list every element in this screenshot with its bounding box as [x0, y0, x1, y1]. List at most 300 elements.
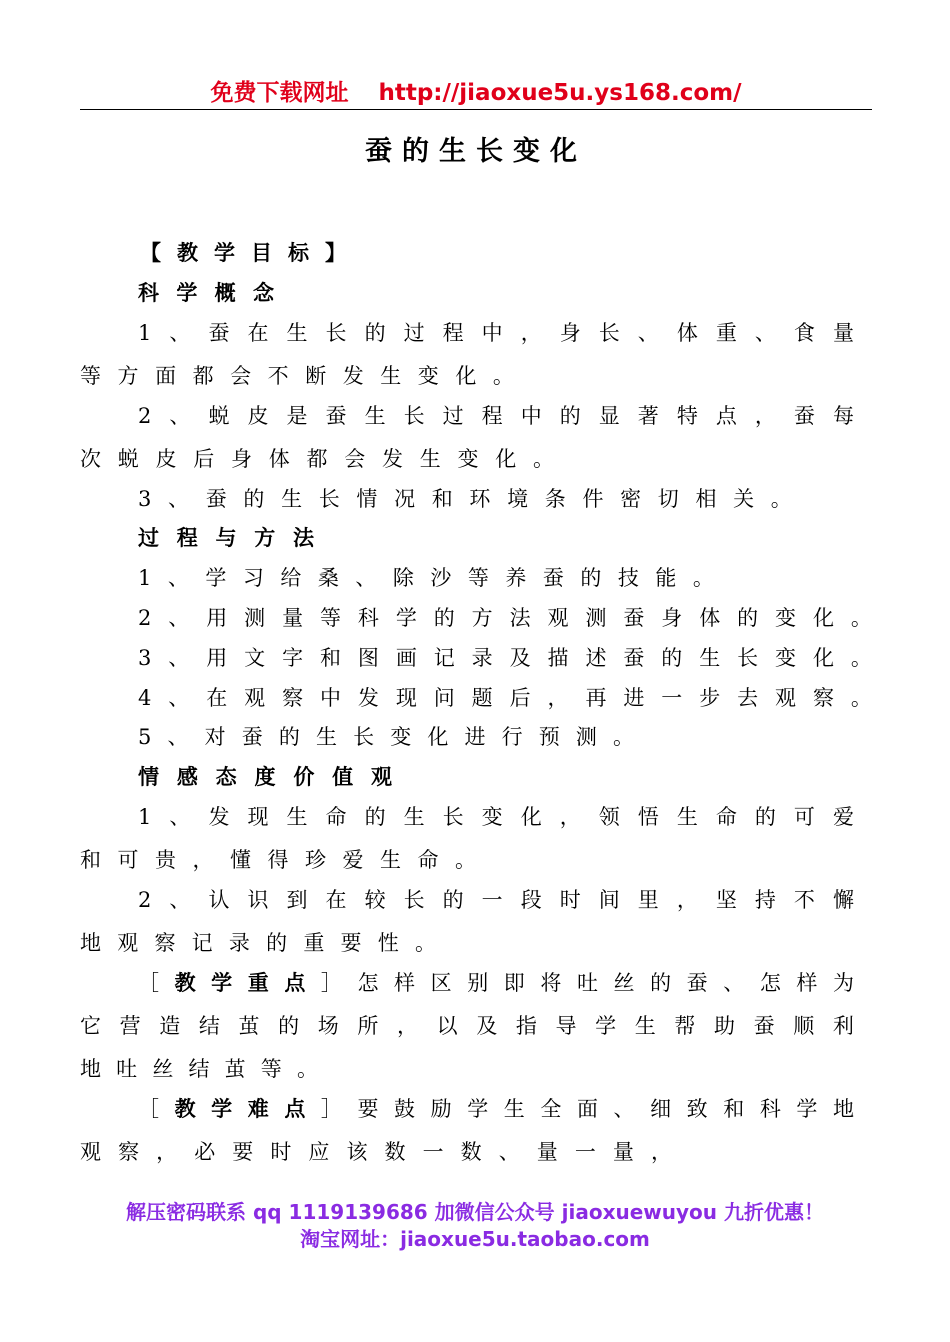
char: 的	[278, 1014, 300, 1038]
char: 丝	[613, 971, 635, 995]
char: 不	[267, 364, 289, 388]
char: 等	[260, 1057, 282, 1081]
char: ，	[650, 1140, 672, 1164]
char: 】	[325, 240, 346, 265]
char: 对	[204, 725, 226, 749]
char: 结	[188, 1057, 210, 1081]
char: 次	[80, 447, 101, 471]
char: 化	[455, 364, 477, 388]
char: 相	[695, 487, 717, 511]
char: 记	[433, 646, 455, 670]
subheading-process-method	[138, 522, 314, 554]
char: 2	[138, 606, 152, 630]
char: 。	[492, 364, 514, 388]
char: 该	[346, 1140, 368, 1164]
char: 述	[585, 646, 607, 670]
char: 蜕	[117, 447, 139, 471]
char: 食	[793, 321, 815, 345]
char: 化	[812, 606, 834, 630]
char: 在	[325, 888, 347, 912]
key-point-line	[138, 967, 854, 999]
char: 。	[533, 447, 554, 471]
char: 显	[598, 404, 620, 428]
char: 茧	[238, 1014, 260, 1038]
char: 图	[357, 646, 379, 670]
char: 蚕	[205, 487, 227, 511]
paragraph-line	[80, 1136, 672, 1168]
char: 怎	[759, 971, 781, 995]
char: 程	[481, 404, 503, 428]
char: 长	[403, 888, 425, 912]
char: 的	[559, 404, 581, 428]
char: 要	[357, 1097, 379, 1121]
char: 科	[138, 280, 159, 305]
char: 习	[242, 566, 264, 590]
char: 法	[293, 525, 314, 550]
char: 将	[540, 971, 562, 995]
char: ］	[320, 1097, 342, 1121]
char: 生	[316, 725, 337, 749]
char: 认	[208, 888, 230, 912]
char: 中	[520, 404, 542, 428]
char: 为	[832, 971, 854, 995]
char: 长	[737, 646, 759, 670]
char: 它	[80, 1014, 101, 1038]
char: 技	[617, 566, 639, 590]
char: 教	[174, 1096, 196, 1121]
char: 较	[364, 888, 386, 912]
paragraph-line	[80, 443, 554, 475]
char: 学	[205, 566, 227, 590]
char: 感	[176, 764, 198, 789]
char: 怎	[357, 971, 379, 995]
char: 的	[754, 805, 776, 829]
char: 必	[194, 1140, 216, 1164]
char: 茧	[224, 1057, 246, 1081]
char: 进	[623, 686, 645, 710]
char: 的	[737, 606, 759, 630]
char: 吐	[576, 971, 598, 995]
char: 、	[613, 1097, 635, 1121]
char: 要	[340, 931, 362, 955]
char: 以	[436, 1014, 458, 1038]
char: 察	[154, 931, 176, 955]
char: 变	[775, 646, 797, 670]
char: 。	[770, 487, 792, 511]
char: 的	[580, 566, 602, 590]
char: 发	[208, 805, 230, 829]
char: 量	[536, 1140, 558, 1164]
char: 教	[174, 970, 196, 995]
char: 长	[318, 487, 340, 511]
char: 蚕	[753, 1014, 775, 1038]
footer-contact: 解压密码联系 qq 1119139686 加微信公众号 jiaoxuewuyou 九折优惠！	[126, 1200, 824, 1224]
char: 生	[286, 321, 308, 345]
char: 桑	[317, 566, 339, 590]
char: 爱	[342, 848, 364, 872]
char: 关	[733, 487, 755, 511]
char: 场	[317, 1014, 339, 1038]
char: 及	[509, 646, 531, 670]
char: 预	[538, 725, 560, 749]
char: 况	[394, 487, 416, 511]
char: 沙	[430, 566, 452, 590]
char: 蚕	[208, 321, 230, 345]
char: 都	[306, 447, 328, 471]
char: 结	[198, 1014, 220, 1038]
char: 营	[119, 1014, 141, 1038]
char: 每	[832, 404, 854, 428]
char: 的	[442, 888, 464, 912]
char: 的	[266, 931, 288, 955]
char: 和	[723, 1097, 745, 1121]
char: 懈	[832, 888, 854, 912]
char: 学	[796, 1097, 818, 1121]
char: 帮	[674, 1014, 696, 1038]
char: 发	[382, 447, 403, 471]
char: 等	[319, 606, 341, 630]
char: 描	[547, 646, 569, 670]
char: 蚕	[542, 566, 564, 590]
char: 地	[832, 1097, 854, 1121]
char: 地	[80, 931, 101, 955]
char: 。	[692, 566, 714, 590]
char: 样	[394, 971, 416, 995]
char: ，	[156, 1140, 178, 1164]
char: 量	[612, 1140, 634, 1164]
char: 生	[364, 404, 386, 428]
paragraph-line	[80, 844, 476, 876]
char: 和	[319, 646, 341, 670]
char: 生	[380, 848, 401, 872]
char: 应	[308, 1140, 330, 1164]
char: 后	[509, 686, 531, 710]
char: 领	[598, 805, 620, 829]
char: 字	[282, 646, 304, 670]
char: 进	[464, 725, 486, 749]
char: 境	[507, 487, 529, 511]
char: 蚕	[793, 404, 815, 428]
char: 鼓	[394, 1097, 416, 1121]
char: 学	[211, 1096, 233, 1121]
char: 3	[138, 646, 152, 670]
char: ，	[520, 321, 542, 345]
subheading-science-concept	[138, 277, 274, 309]
char: 除	[392, 566, 414, 590]
char: 生	[380, 364, 402, 388]
char: 学	[395, 606, 417, 630]
char: 可	[117, 848, 139, 872]
char: 的	[243, 487, 265, 511]
char: 1	[138, 321, 152, 345]
char: 密	[620, 487, 642, 511]
char: 重	[303, 931, 325, 955]
char: 样	[796, 971, 818, 995]
char: 贵	[155, 848, 176, 872]
char: 致	[686, 1097, 708, 1121]
char: 、	[167, 725, 189, 749]
char: 懂	[230, 848, 251, 872]
char: 别	[467, 971, 489, 995]
char: 过	[442, 404, 464, 428]
char: 、	[169, 321, 191, 345]
char: 都	[192, 364, 214, 388]
char: 身	[231, 447, 252, 471]
char: ，	[547, 686, 569, 710]
char: 观	[80, 1140, 101, 1164]
char: 身	[661, 606, 683, 630]
char: 、	[723, 971, 745, 995]
char: 的	[364, 805, 386, 829]
char: 蚕	[241, 725, 263, 749]
char: 难	[247, 1096, 269, 1121]
char: 程	[442, 321, 464, 345]
char: 5	[138, 725, 152, 749]
char: 点	[715, 404, 737, 428]
char: 。	[455, 848, 476, 872]
char: 点	[284, 970, 306, 995]
char: 变	[417, 364, 439, 388]
char: 利	[832, 1014, 854, 1038]
char: 数	[384, 1140, 406, 1164]
char: 一	[574, 1140, 596, 1164]
download-link[interactable]: http://jiaoxue5u.ys168.com/	[378, 80, 742, 106]
char: 时	[559, 888, 581, 912]
char: 、	[498, 1140, 520, 1164]
paragraph-line	[138, 642, 872, 674]
char: 生	[419, 447, 441, 471]
char: 标	[288, 240, 309, 265]
char: 等	[467, 566, 489, 590]
char: 观	[370, 764, 392, 789]
paragraph-line	[138, 721, 634, 753]
char: 2	[138, 888, 152, 912]
char: 现	[395, 686, 417, 710]
char: 生	[281, 487, 303, 511]
char: 性	[377, 931, 399, 955]
char: 面	[155, 364, 177, 388]
char: 细	[650, 1097, 672, 1121]
char: 断	[305, 364, 327, 388]
char: 。	[850, 686, 872, 710]
char: 。	[850, 646, 872, 670]
char: 切	[657, 487, 679, 511]
paragraph-line	[80, 927, 436, 959]
char: 1	[138, 566, 152, 590]
char: 蚕	[686, 971, 708, 995]
char: 在	[206, 686, 228, 710]
char: 造	[159, 1014, 181, 1038]
char: 发	[357, 686, 379, 710]
char: 去	[737, 686, 759, 710]
char: 可	[793, 805, 815, 829]
char: 用	[206, 606, 228, 630]
char: 现	[247, 805, 269, 829]
char: ，	[754, 404, 776, 428]
footer-shop-link[interactable]: 淘宝网址：jiaoxue5u.taobao.com	[300, 1227, 650, 1251]
char: 到	[286, 888, 308, 912]
char: 蚕	[325, 404, 347, 428]
char: 、	[168, 487, 190, 511]
char: 生	[676, 805, 698, 829]
char: 化	[427, 725, 449, 749]
char: 度	[254, 764, 276, 789]
char: 态	[215, 764, 237, 789]
char: 点	[284, 1096, 306, 1121]
char: 教	[177, 240, 198, 265]
char: 录	[471, 646, 493, 670]
char: 著	[637, 404, 659, 428]
char: 地	[80, 1057, 101, 1081]
char: 里	[637, 888, 659, 912]
char: 方	[117, 364, 139, 388]
char: 用	[206, 646, 228, 670]
char: 、	[168, 686, 190, 710]
char: 蚕	[623, 606, 645, 630]
char: ［	[138, 1097, 159, 1121]
char: 命	[325, 805, 347, 829]
char: ，	[676, 888, 698, 912]
char: 、	[168, 606, 190, 630]
char: 蜕	[208, 404, 230, 428]
char: 量	[282, 606, 304, 630]
paragraph-line	[138, 562, 714, 594]
char: 间	[598, 888, 620, 912]
char: 察	[282, 686, 304, 710]
char: 、	[754, 321, 776, 345]
paragraph-line	[138, 801, 854, 833]
paragraph-line	[80, 360, 514, 392]
char: 、	[169, 805, 191, 829]
header-divider	[80, 109, 872, 110]
char: 不	[793, 888, 815, 912]
char: 生	[503, 1097, 525, 1121]
char: 概	[214, 280, 236, 305]
char: 与	[215, 525, 237, 550]
char: 情	[138, 764, 159, 789]
char: 学	[467, 1097, 489, 1121]
char: 【	[140, 240, 161, 265]
char: 生	[699, 646, 721, 670]
char: 化	[520, 805, 542, 829]
char: 测	[585, 606, 607, 630]
char: 的	[364, 321, 386, 345]
char: 珍	[305, 848, 326, 872]
char: 要	[232, 1140, 254, 1164]
download-label: 免费下载网址	[210, 80, 349, 106]
paragraph-line	[138, 682, 872, 714]
char: 化	[812, 646, 834, 670]
paragraph-line	[138, 317, 854, 349]
char: 会	[230, 364, 252, 388]
char: 观	[244, 686, 266, 710]
char: 条	[544, 487, 566, 511]
char: 体	[268, 447, 290, 471]
char: 学	[214, 240, 235, 265]
char: 变	[457, 447, 479, 471]
char: 、	[637, 321, 659, 345]
char: 后	[193, 447, 215, 471]
char: 坚	[715, 888, 737, 912]
paragraph-line	[138, 400, 854, 432]
document-title: 蚕的生长变化	[365, 136, 587, 167]
char: 1	[138, 805, 152, 829]
char: 中	[481, 321, 503, 345]
char: ，	[397, 1014, 418, 1038]
char: 励	[430, 1097, 452, 1121]
char: 再	[585, 686, 607, 710]
char: 能	[655, 566, 677, 590]
download-banner	[80, 78, 872, 108]
char: 科	[357, 606, 379, 630]
char: 皮	[155, 447, 177, 471]
char: 蚕	[623, 646, 645, 670]
paragraph-line	[80, 1053, 318, 1085]
char: 持	[754, 888, 776, 912]
char: 4	[138, 686, 152, 710]
char: 中	[319, 686, 341, 710]
char: ［	[138, 971, 159, 995]
char: 观	[547, 606, 569, 630]
char: 长	[325, 321, 347, 345]
char: 的	[661, 646, 683, 670]
char: 养	[505, 566, 527, 590]
char: 助	[714, 1014, 735, 1038]
subheading-attitude-values	[138, 761, 392, 793]
char: 察	[118, 1140, 140, 1164]
char: 命	[417, 848, 439, 872]
char: 、	[169, 888, 191, 912]
char: 吐	[116, 1057, 138, 1081]
char: 过	[138, 525, 159, 550]
char: 题	[471, 686, 493, 710]
char: 。	[296, 1057, 318, 1081]
char: 目	[251, 240, 272, 265]
char: 学	[595, 1014, 617, 1038]
char: 记	[191, 931, 213, 955]
char: 及	[476, 1014, 498, 1038]
char: ］	[320, 971, 342, 995]
char: 问	[433, 686, 455, 710]
char: 段	[520, 888, 542, 912]
char: 特	[676, 404, 698, 428]
char: 数	[460, 1140, 482, 1164]
char: 量	[832, 321, 854, 345]
paragraph-line	[138, 483, 792, 515]
paragraph-line	[138, 884, 854, 916]
char: 科	[759, 1097, 781, 1121]
char: 件	[582, 487, 604, 511]
char: 步	[699, 686, 721, 710]
char: 一	[422, 1140, 444, 1164]
char: 所	[357, 1014, 379, 1038]
char: 。	[613, 725, 634, 749]
char: 、	[168, 646, 190, 670]
char: 丝	[152, 1057, 174, 1081]
char: 时	[270, 1140, 292, 1164]
char: 的	[650, 971, 672, 995]
char: 长	[403, 404, 425, 428]
char: 方	[254, 525, 276, 550]
char: 学	[211, 970, 233, 995]
char: 观	[775, 686, 797, 710]
char: 一	[661, 686, 683, 710]
char: 2	[138, 404, 152, 428]
char: 情	[356, 487, 378, 511]
char: 变	[481, 805, 503, 829]
char: 测	[575, 725, 597, 749]
char: 面	[576, 1097, 598, 1121]
